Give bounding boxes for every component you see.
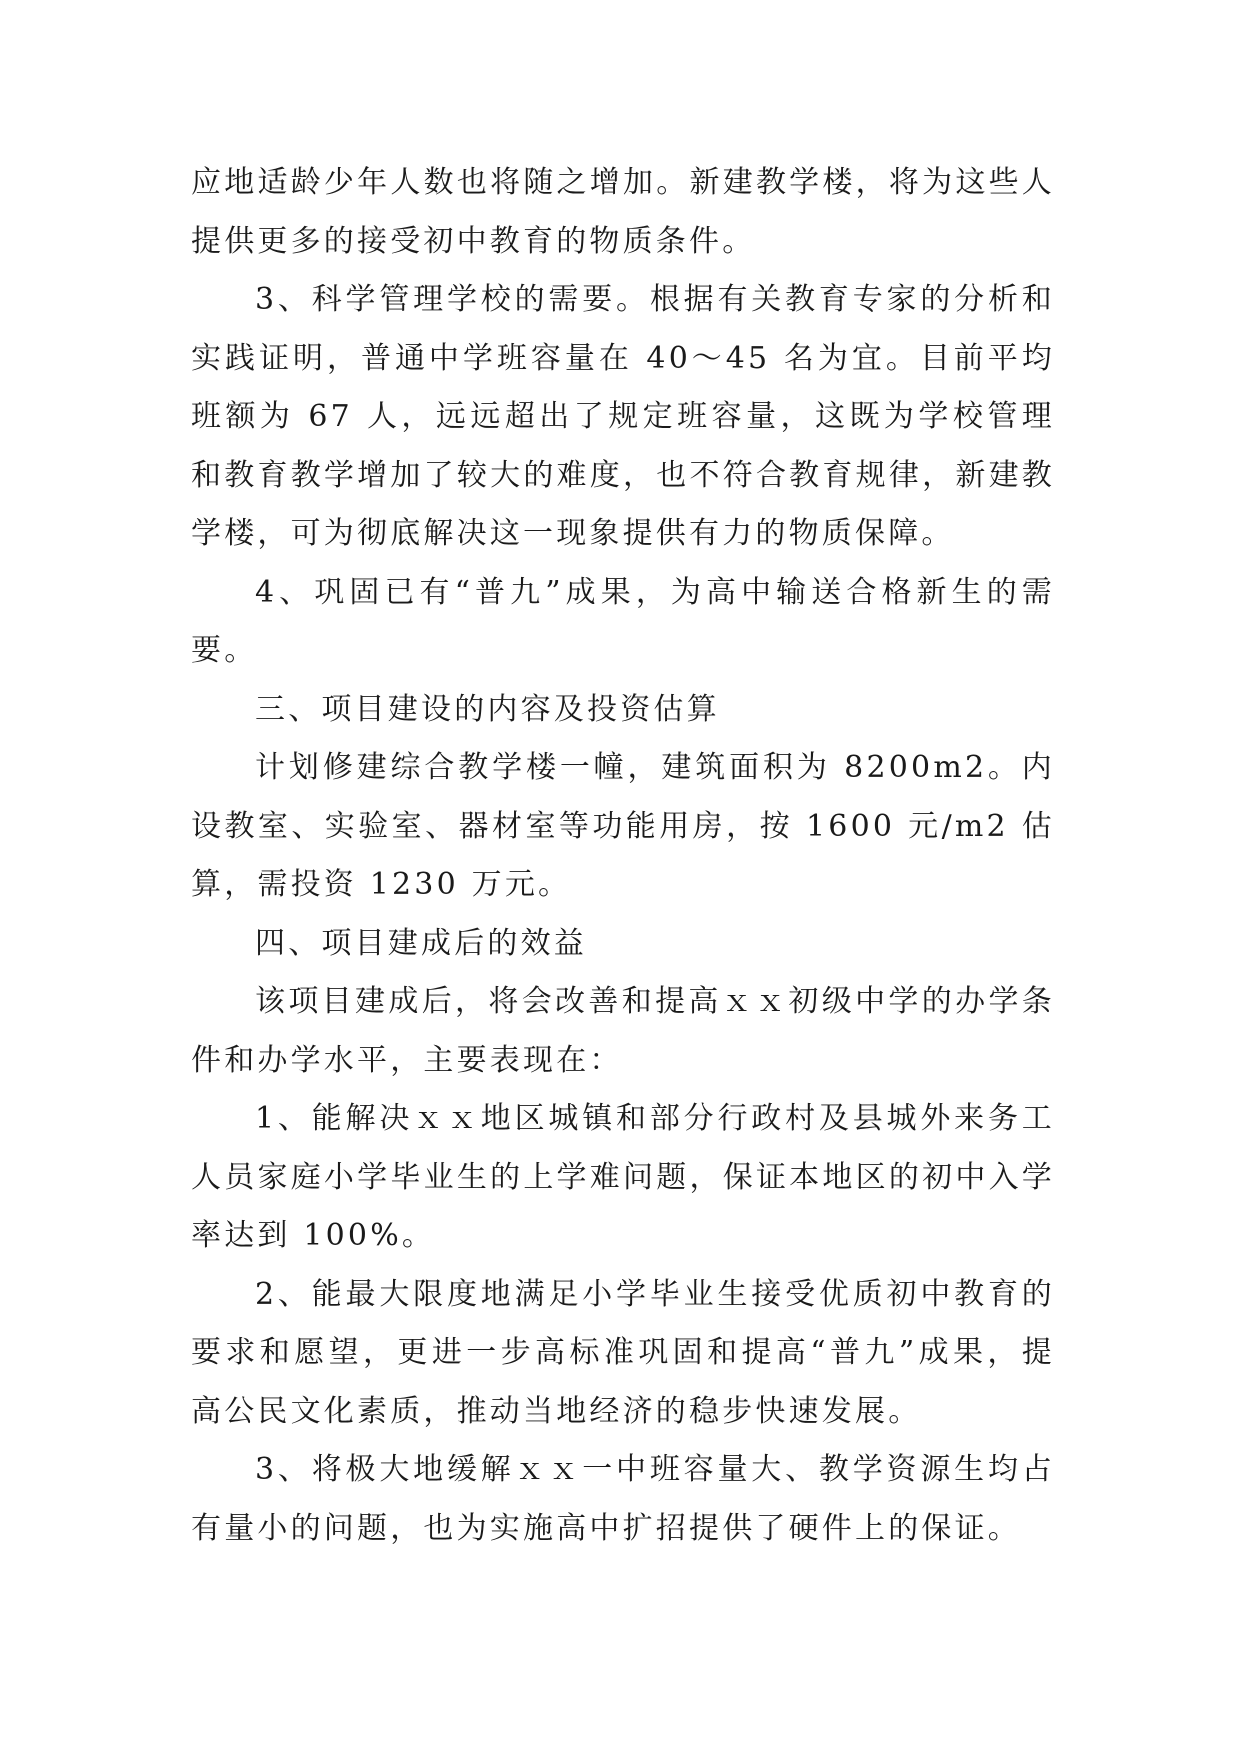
- paragraph-point-4: 4、巩固已有“普九”成果，为高中输送合格新生的需要。: [191, 574, 1055, 668]
- section-heading-benefits: 四、项目建成后的效益: [255, 925, 587, 961]
- section-heading-investment: 三、项目建设的内容及投资估算: [255, 691, 720, 727]
- paragraph-point-3: 3、科学管理学校的需要。根据有关教育专家的分析和实践证明，普通中学班容量在 40～45 名为宜。目前平均班额为 67 人，远远超出了规定班容量，这既为学校管理和教育教学增加了较大的难度，也不符合教育规律，新建教学楼，可为彻底解决这一现象提供有力的物质保障。: [191, 282, 1055, 551]
- paragraph-continuation: 应地适龄少年人数也将随之增加。新建教学楼，将为这些人提供更多的接受初中教育的物质条件。: [191, 165, 1055, 259]
- paragraph-construction-plan: 计划修建综合教学楼一幢，建筑面积为 8200m2。内设教室、实验室、器材室等功能用房，按 1600 元/m2 估算，需投资 1230 万元。: [191, 750, 1055, 902]
- paragraph-benefits-intro: 该项目建成后，将会改善和提高ｘｘ初级中学的办学条件和办学水平，主要表现在：: [191, 984, 1055, 1078]
- paragraph-benefit-1: 1、能解决ｘｘ地区城镇和部分行政村及县城外来务工人员家庭小学毕业生的上学难问题，保证本地区的初中入学率达到 100%。: [191, 1101, 1055, 1253]
- paragraph-benefit-3: 3、将极大地缓解ｘｘ一中班容量大、教学资源生均占有量小的问题，也为实施高中扩招提供了硬件上的保证。: [191, 1452, 1055, 1546]
- document-body: [191, 154, 1055, 1558]
- paragraph-benefit-2: 2、能最大限度地满足小学毕业生接受优质初中教育的要求和愿望，更进一步高标准巩固和提高“普九”成果，提高公民文化素质，推动当地经济的稳步快速发展。: [191, 1276, 1055, 1429]
